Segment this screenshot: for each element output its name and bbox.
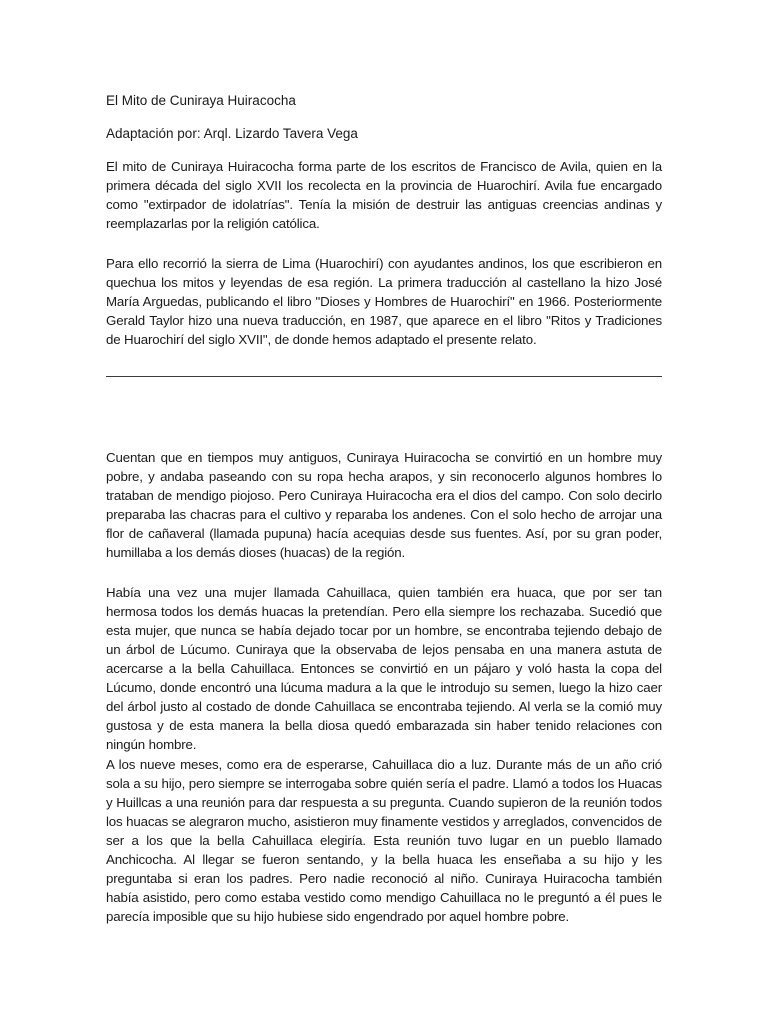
document-title: El Mito de Cuniraya Huiracocha	[106, 93, 296, 108]
paragraph-intro: El mito de Cuniraya Huiracocha forma parte de los escritos de Francisco de Avila, quien en la primera década del siglo XVII los recolecta en la provincia de Huarochirí. Avila fue encargado como "extirpador de idolatrías". Tenía la misión de destruir las antiguas creencias andinas y reemplazarlas por la religión católica.	[106, 159, 662, 231]
paragraph-story-1: Cuentan que en tiempos muy antiguos, Cuniraya Huiracocha se convirtió en un hombre muy pobre, y andaba paseando con su ropa hecha arapos, y sin reconocerlo algunos hombres lo trataban de mendigo piojoso. Pero Cuniraya Huiracocha era el dios del campo. Con solo decirlo preparaba las chacras para el cultivo y reparaba los andenes. Con el solo hecho de arrojar una flor de cañaveral (llamada pupuna) hacía acequias desde sus fuentes. Así, por su gran poder, humillaba a los demás dioses (huacas) de la región.	[106, 450, 662, 560]
horizontal-divider	[106, 376, 662, 377]
paragraph-translation: Para ello recorrió la sierra de Lima (Huarochirí) con ayudantes andinos, los que escribieron en quechua los mitos y leyendas de esa región. La primera traducción al castellano la hizo José María Arguedas, publicando el libro "Dioses y Hombres de Huarochirí" en 1966. Posteriormente Gerald Taylor hizo una nueva traducción, en 1987, que aparece en el libro "Ritos y Tradiciones de Huarochirí del siglo XVII", de donde hemos adaptado el presente relato.	[106, 256, 662, 347]
paragraph-story-3: A los nueve meses, como era de esperarse, Cahuillaca dio a luz. Durante más de un año crió sola a su hijo, pero siempre se interrogaba sobre quién sería el padre. Llamó a todos los Huacas y Huillcas a una reunión para dar respuesta a su pregunta. Cuando supieron de la reunión todos los huacas se alegraron mucho, asistieron muy finamente vestidos y arreglados, convencidos de ser a los que la bella Cahuillaca elegiría. Esta reunión tuvo lugar en un pueblo llamado Anchicocha. Al llegar se fueron sentando, y la bella huaca les enseñaba a su hijo y les preguntaba si eran los padres. Pero nadie reconoció al niño. Cuniraya Huiracocha también había asistido, pero como estaba vestido como mendigo Cahuillaca no le preguntó a él pues le parecía imposible que su hijo hubiese sido engendrado por aquel hombre pobre.	[106, 757, 662, 924]
document-author: Adaptación por: Arql. Lizardo Tavera Vega	[106, 126, 358, 141]
paragraph-story-2: Había una vez una mujer llamada Cahuillaca, quien también era huaca, que por ser tan hermosa todos los demás huacas la pretendían. Pero ella siempre los rechazaba. Sucedió que esta mujer, que nunca se había dejado tocar por un hombre, se encontraba tejiendo debajo de un árbol de Lúcumo. Cuniraya que la observaba de lejos pensaba en una manera astuta de acercarse a la bella Cahuillaca. Entonces se convirtió en un pájaro y voló hasta la copa del Lúcumo, donde encontró una lúcuma madura a la que le introdujo su semen, luego la hizo caer del árbol justo al costado de donde Cahuillaca se encontraba tejiendo. Al verla se la comió muy gustosa y de esta manera la bella diosa quedó embarazada sin haber tenido relaciones con ningún hombre.	[106, 585, 662, 752]
